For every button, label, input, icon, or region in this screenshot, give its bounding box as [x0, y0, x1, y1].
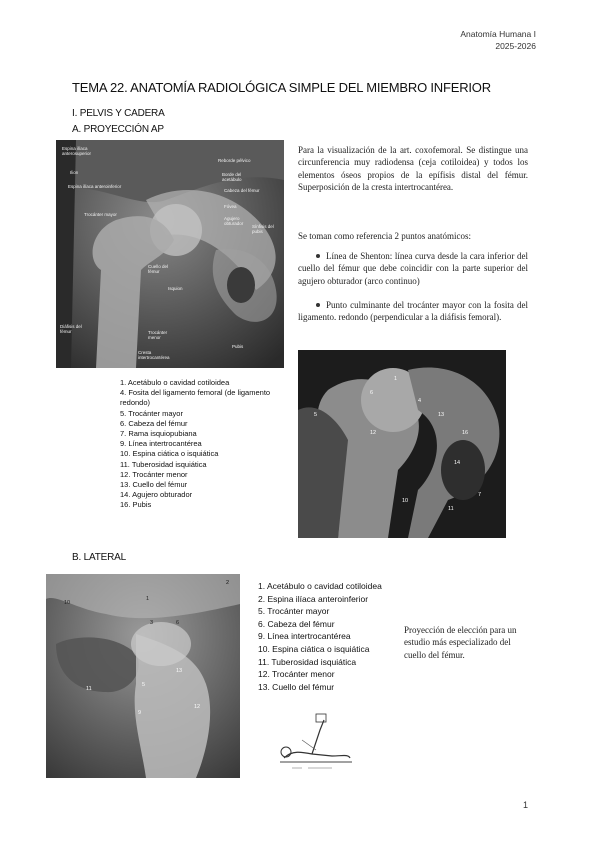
paragraph-reference: Se toman como referencia 2 puntos anatómicos:	[298, 231, 471, 241]
label-trocanter-menor: Trocánter menor	[148, 330, 168, 340]
marker-5: 5	[314, 412, 318, 418]
bullet-icon	[316, 254, 320, 258]
list-item: 10. Espina ciática o isquiática	[120, 449, 219, 459]
list-item: 9. Línea intertrocantérea	[258, 631, 351, 642]
marker-6: 6	[370, 390, 374, 396]
marker-10: 10	[402, 498, 409, 504]
list-item: 1. Acetábulo o cavidad cotiloidea	[258, 581, 382, 591]
ap-legend-list	[120, 378, 290, 511]
lateral-description: Proyección de elección para un estudio más especializado del cuello del fémur.	[404, 625, 517, 660]
list-item: 16. Pubis	[120, 500, 152, 510]
marker-10: 10	[64, 600, 71, 606]
list-item: 6. Cabeza del fémur	[120, 418, 188, 428]
marker-13: 13	[176, 668, 183, 674]
list-item: 9. Línea intertrocantérea	[120, 439, 202, 449]
list-item: 10. Espina ciática o isquiática	[258, 643, 370, 654]
label-trocanter-mayor: Trocánter mayor	[84, 212, 117, 217]
list-item: 12. Trocánter menor	[258, 669, 335, 680]
xray-lateral-graphic	[46, 574, 240, 778]
list-item: 2. Espina ilíaca anteroinferior	[258, 593, 369, 604]
label-cabeza-femur: Cabeza del fémur	[224, 188, 260, 193]
label-pubis: Pubis	[232, 344, 244, 349]
label-agujero-obturador: Agujero obturador	[224, 216, 244, 226]
marker-9: 9	[138, 710, 142, 716]
bullet-icon	[316, 303, 320, 307]
list-item: 5. Trocánter mayor	[120, 408, 183, 418]
marker-11: 11	[86, 686, 92, 692]
bullet-shenton	[298, 250, 528, 287]
list-item: 13. Cuello del fémur	[258, 681, 335, 692]
bullet-text-trocanter: Punto culminante del trocánter mayor con la fosita del ligamento. redondo (perpendicular a la diáfisis femoral).	[298, 300, 528, 323]
marker-13: 13	[438, 412, 445, 418]
academic-year: 2025-2026	[495, 41, 536, 51]
marker-12: 12	[194, 704, 201, 710]
section-heading: I. PELVIS Y CADERA	[72, 108, 165, 119]
label-aiaS: Espina ilíaca anterosuperior	[62, 146, 92, 156]
subsection-lateral-heading: B. LATERAL	[72, 552, 126, 563]
xray-ap-labeled	[56, 140, 284, 368]
list-item: 4. Fosita del ligamento femoral (de ligamento	[120, 388, 271, 398]
subsection-ap-heading: A. PROYECCIÓN AP	[72, 124, 164, 135]
label-fovea: Fóvea	[224, 204, 237, 209]
label-ilion: Ilion	[70, 170, 79, 175]
list-item: 7. Rama isquiopubiana	[120, 429, 197, 439]
marker-2: 2	[226, 580, 230, 586]
marker-11: 11	[448, 506, 454, 512]
marker-5: 5	[142, 682, 146, 688]
label-borde-acetabulo: Borde del acetábulo	[222, 172, 242, 182]
label-sinfisis: Sínfisis del pubis	[252, 224, 274, 234]
bullet-trocanter	[298, 299, 528, 324]
marker-4: 4	[418, 398, 422, 404]
positioning-sketch	[272, 710, 360, 778]
list-item: 13. Cuello del fémur	[120, 480, 188, 490]
label-diafisis: Diáfisis del fémur	[60, 324, 82, 334]
marker-1: 1	[146, 596, 150, 602]
xray-ap-numbered-graphic	[298, 350, 506, 538]
marker-12: 12	[370, 430, 377, 436]
page-number: 1	[522, 800, 528, 810]
course-name: Anatomía Humana I	[460, 29, 536, 39]
marker-1: 1	[394, 376, 398, 382]
label-isquion: Isquion	[168, 286, 183, 291]
paragraph-description: Para la visualización de la art. coxofemoral. Se distingue una circunferencia muy radiodensa (ceja cotiloidea) y todos los elementos óseos propios de la epífisis distal del fémur. Superposición de la cresta intertrocantérea.	[298, 145, 528, 192]
xray-lateral	[46, 574, 240, 778]
list-item: 5. Trocánter mayor	[258, 606, 330, 617]
list-item: 12. Trocánter menor	[120, 469, 188, 479]
document-header	[460, 28, 536, 52]
list-item: 11. Tuberosidad isquiática	[258, 656, 357, 667]
list-item: 1. Acetábulo o cavidad cotiloidea	[120, 378, 230, 387]
list-item: 11. Tuberosidad isquiática	[120, 459, 207, 469]
marker-3: 3	[150, 620, 154, 626]
marker-6: 6	[176, 620, 180, 626]
label-aiai: Espina ilíaca anteroinferior	[68, 184, 122, 189]
patient-positioning-illustration	[272, 710, 360, 778]
bullet-text-shenton: Línea de Shenton: línea curva desde la cara inferior del cuello del fémur que debe coincidir con la parte superior del agujero obturador (arco continuo)	[298, 251, 528, 286]
label-reborde: Reborde pélvico	[218, 158, 251, 163]
list-item: redondo)	[120, 398, 151, 408]
lateral-legend-list	[258, 580, 408, 693]
label-cresta: Cresta intertrocantérea	[138, 350, 170, 360]
marker-14: 14	[454, 460, 461, 466]
marker-16: 16	[462, 430, 469, 436]
list-item: 6. Cabeza del fémur	[258, 618, 335, 629]
list-item: 14. Agujero obturador	[120, 490, 193, 500]
marker-7: 7	[478, 492, 482, 498]
page-title: TEMA 22. ANATOMÍA RADIOLÓGICA SIMPLE DEL MIEMBRO INFERIOR	[72, 80, 491, 95]
xray-ap-numbered	[298, 350, 506, 538]
label-cuello-femur: Cuello del fémur	[148, 264, 169, 274]
